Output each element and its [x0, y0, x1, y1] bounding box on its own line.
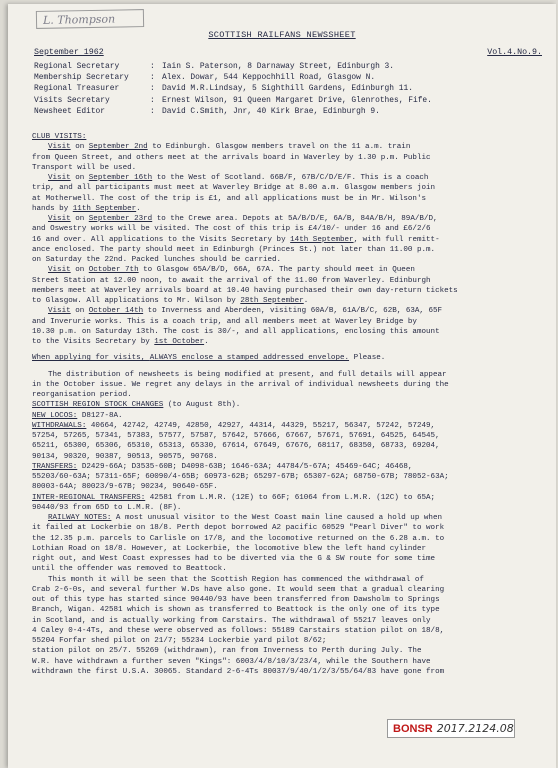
- officer-detail: Alex. Dowar, 544 Keppochhill Road, Glasgow N.: [162, 73, 376, 83]
- issue-volume: Vol.4.No.9.: [487, 48, 542, 57]
- archive-reference: 2017.2124.08: [436, 722, 514, 735]
- distribution-note: The distribution of newsheets is being modified at present, and full details will appear: [48, 370, 447, 379]
- visit-date: October 7th: [88, 266, 139, 275]
- officer-role: Regional Treasurer: [34, 84, 120, 94]
- visit-item: Visit on September 23rd to the Crewe area. Depots at 5A/B/D/E, 6A/B, 84A/B/H, 89A/B/D,: [48, 215, 438, 223]
- officer-row: Visits Secretary : Ernest Wilson, 91 Queen Margaret Drive, Glenrothes, Fife.: [34, 95, 432, 105]
- officer-role: Visits Secretary: [34, 95, 110, 105]
- visit-deadline: 1st October: [154, 338, 205, 346]
- officer-row: Membership Secretary : Alex. Dowar, 544 Keppochhill Road, Glasgow N.: [34, 73, 376, 83]
- officer-row: Regional Secretary : Iain S. Paterson, 8 Darnaway Street, Edinburgh 3.: [34, 62, 395, 71]
- newsletter-page: [8, 4, 556, 768]
- visit-item: Visit on October 7th to Glasgow 65A/B/D, 66A, 67A. The party should meet in Queen: [48, 266, 415, 275]
- withdrawals: WITHDRAWALS: 40664, 42742, 42749, 42850, 42927, 44314, 44329, 55217, 56347, 57242, 57249,: [32, 421, 436, 430]
- visit-item: Visit on October 14th to Inverness and Aberdeen, visiting 60A/B, 61A/B/C, 62B, 63A, 65F: [48, 307, 443, 316]
- officer-role: Membership Secretary: [34, 73, 129, 83]
- new-locos: NEW LOCOS: D8127-8A.: [32, 411, 123, 420]
- archive-stamp-label: BONSR: [393, 722, 433, 735]
- newsletter-title: SCOTTISH RAILFANS NEWSSHEET: [208, 30, 356, 40]
- visit-deadline: 28th September: [240, 297, 304, 305]
- issue-date: September 1962: [34, 48, 104, 57]
- officer-detail: David M.R.Lindsay, 5 Sighthill Gardens, Edinburgh 11.: [162, 84, 413, 94]
- club-visits-heading: CLUB VISITS:: [32, 133, 87, 141]
- envelope-reminder: When applying for visits, ALWAYS enclose a stamped addressed envelope. Please.: [32, 354, 386, 363]
- inter-regional-transfers: INTER-REGIONAL TRANSFERS: 42581 from L.M.R. (12E) to 66F; 61064 from L.M.R. (12C) to 65A;: [32, 493, 436, 502]
- stock-changes-heading: SCOTTISH REGION STOCK CHANGES (to August 8th).: [32, 401, 241, 410]
- transfers: TRANSFERS: D2429-66A; D3535-60B; D4098-63B; 1646-63A; 44784/5-67A; 45469-64C; 46468,: [32, 462, 413, 471]
- railway-notes: RAILWAY NOTES: A most unusual visitor to the West Coast main line caused a hold up when: [48, 514, 443, 522]
- visit-item: Visit on September 16th to the West of Scotland. 66B/F, 67B/C/D/E/F. This is a coach: [48, 174, 429, 182]
- officer-row: Newsheet Editor : David C.Smith, Jnr, 40 Kirk Brae, Edinburgh 9.: [34, 106, 380, 116]
- visit-date: September 2nd: [88, 143, 148, 152]
- officer-role: Regional Secretary: [34, 62, 120, 71]
- newsletter-body: CLUB VISITS: Visit on September 2nd to Edinburgh. Glasgow members travel on the 11 a.m. train from Queen Street, and others meet at the arrivals board in Waverley by 1.30 p.m. Public Transport will be used. Visit on September 16th to the West of Scotland. 66B/F, 67B/C/D/E/F. This is a coach trip, and all participants must meet at Waverley Bridge at 8.00 a.m. Glasgow members join at Motherwell. The cost of the trip is £1, and all applications must be in Mr. Wilson's hands by 11th September. Visit on September 23rd to the Crewe area. Depots at 5A/B/D/E, 6A/B, 84A/B/H, 89A/B/D, and Oswestry works will be visited. The cost of this trip is £4/10/- under 16 and £6/2/6 16 and over. All applications to the Visits Secretary by 14th September, with full remitt- ance enclosed. The party should meet in Edinburgh (Princes St.) not later than 11.00 p.m. on Saturday the 22nd. Packed lunches should be carried. Visit on October 7th to Glasgow 65A/B/D, 66A, 67A. The party should meet in Queen Street Station at 12.00 noon, to await the arrival of the 11.00 from Waverley. Edinburgh members meet at Waverley arrivals board at 10.40 having purchased their own day-return tickets to Glasgow. All applications to Mr. Wilson by 28th September. Visit on October 14th to Inverness and Aberdeen, visiting 60A/B, 61A/B/C, 62B, 63A, 65F and Inverurie works. This is a coach trip, and all members meet at Waverley Bridge by 10.30 p.m. on Saturday 13th. The cost is 30/-, and all applications, enclosing this amount to the Visits Secretary by 1st October. When applying for visits, ALWAYS enclose a stamped addressed envelope. Please. The distribution of newsheets is being modified at present, and full details will appear in the October issue. We regret any delays in the arrival of individual newsheets during the reorganisation period. SCOTTISH REGION STOCK CHANGES (to August 8th). NEW LOCOS: D8127-8A. WITHDRAWALS: 40664, 42742, 42749, 42850, 42927, 44314, 44329, 55217, 56347, 57242, 57249, 57254, 57265, 57341, 57383, 57577, 57587, 57642, 57666, 67667, 57671, 57691, 64525, 64545, 65211, 65300, 65306, 65310, 65313, 65330, 67614, 67649, 67676, 68117, 68350, 68733, 69204, 90134, 90320, 90387, 90513, 90575, 90768. TRANSFERS: D2429-66A; D3535-60B; D4098-63B; 1646-63A; 44784/5-67A; 45469-64C; 46468, 55203/60-63A; 57311-65F; 60090/4-65B; 60973-62B; 65297-67B; 65307-62A; 68750-67B; 78052-63A; 80003-64A; 80023/9-67B; 90234, 90640-65F. INTER-REGIONAL TRANSFERS: 42581 from L.M.R. (12E) to 66F; 61064 from L.M.R. (12C) to 65A; 90440/93 from 65D to L.M.R. (8F). RAILWAY NOTES: A most unusual visitor to the West Coast main line caused a hold up when it failed at Lockerbie on 18/8. Perth depot borrowed A2 pacific 60529 "Pearl Diver" to work the 12.35 p.m. parcels to Carlisle on 17/8, and the locomotive returned on the 6.28 a.m. to Lothian Road on 18/8. However, at Lockerbie, the locomotive blew the left hand cylinder right out, and West Coast expresses had to be diverted via the G & SW route for some time until the offender was removed to Beattock. This month it will be seen that the Scottish Region has commenced the withdrawal of Crab 2-6-0s, and several further W.Ds have also gone. It would seem that a gradual clearing out of this type has started since 90440/93 have been transferred from Dawsholm to Springs Branch, Wigan. 42581 which is shown as transferred to Beattock is the only one of its type in Scotland, and is actually working from Carstairs. The withdrawal of 55217 leaves only 4 Caley 0-4-4Ts, and these were observed as follows: 55189 Carstairs station pilot on 18/8, 55204 Forfar shed pilot on 21/7; 55234 Lockerbie yard pilot 8/62; station pilot on 25/7. 55269 (withdrawn), ran from Inverness to Perth during July. The W.R. have withdrawn a further seven "Kings": 6003/4/8/10/3/23/4, while the Southern have withdrawn the first U.S.A. 30065. Standard 2-6-4Ts 80037/9/40/1/2/3/55/64/83 have gone from: [32, 132, 548, 677]
- officer-role: Newsheet Editor: [34, 106, 106, 116]
- officer-detail: Iain S. Paterson, 8 Darnaway Street, Edinburgh 3.: [162, 62, 395, 71]
- visit-item: Visit on September 2nd to Edinburgh. Glasgow members travel on the 11 a.m. train: [48, 143, 411, 152]
- officers-list: [34, 61, 544, 117]
- visit-deadline: 11th September: [72, 204, 137, 213]
- visit-date: September 16th: [88, 174, 153, 182]
- archive-stamp: [387, 719, 515, 738]
- visit-deadline: 14th September: [290, 235, 354, 244]
- visit-date: October 14th: [88, 307, 144, 316]
- officer-row: Regional Treasurer : David M.R.Lindsay, 5 Sighthill Gardens, Edinburgh 11.: [34, 84, 413, 94]
- handwritten-signature: L. Thompson: [36, 9, 144, 29]
- visit-date: September 23rd: [88, 215, 153, 223]
- officer-detail: Ernest Wilson, 91 Queen Margaret Drive, Glenrothes, Fife.: [162, 95, 432, 105]
- officer-detail: David C.Smith, Jnr, 40 Kirk Brae, Edinburgh 9.: [162, 106, 380, 116]
